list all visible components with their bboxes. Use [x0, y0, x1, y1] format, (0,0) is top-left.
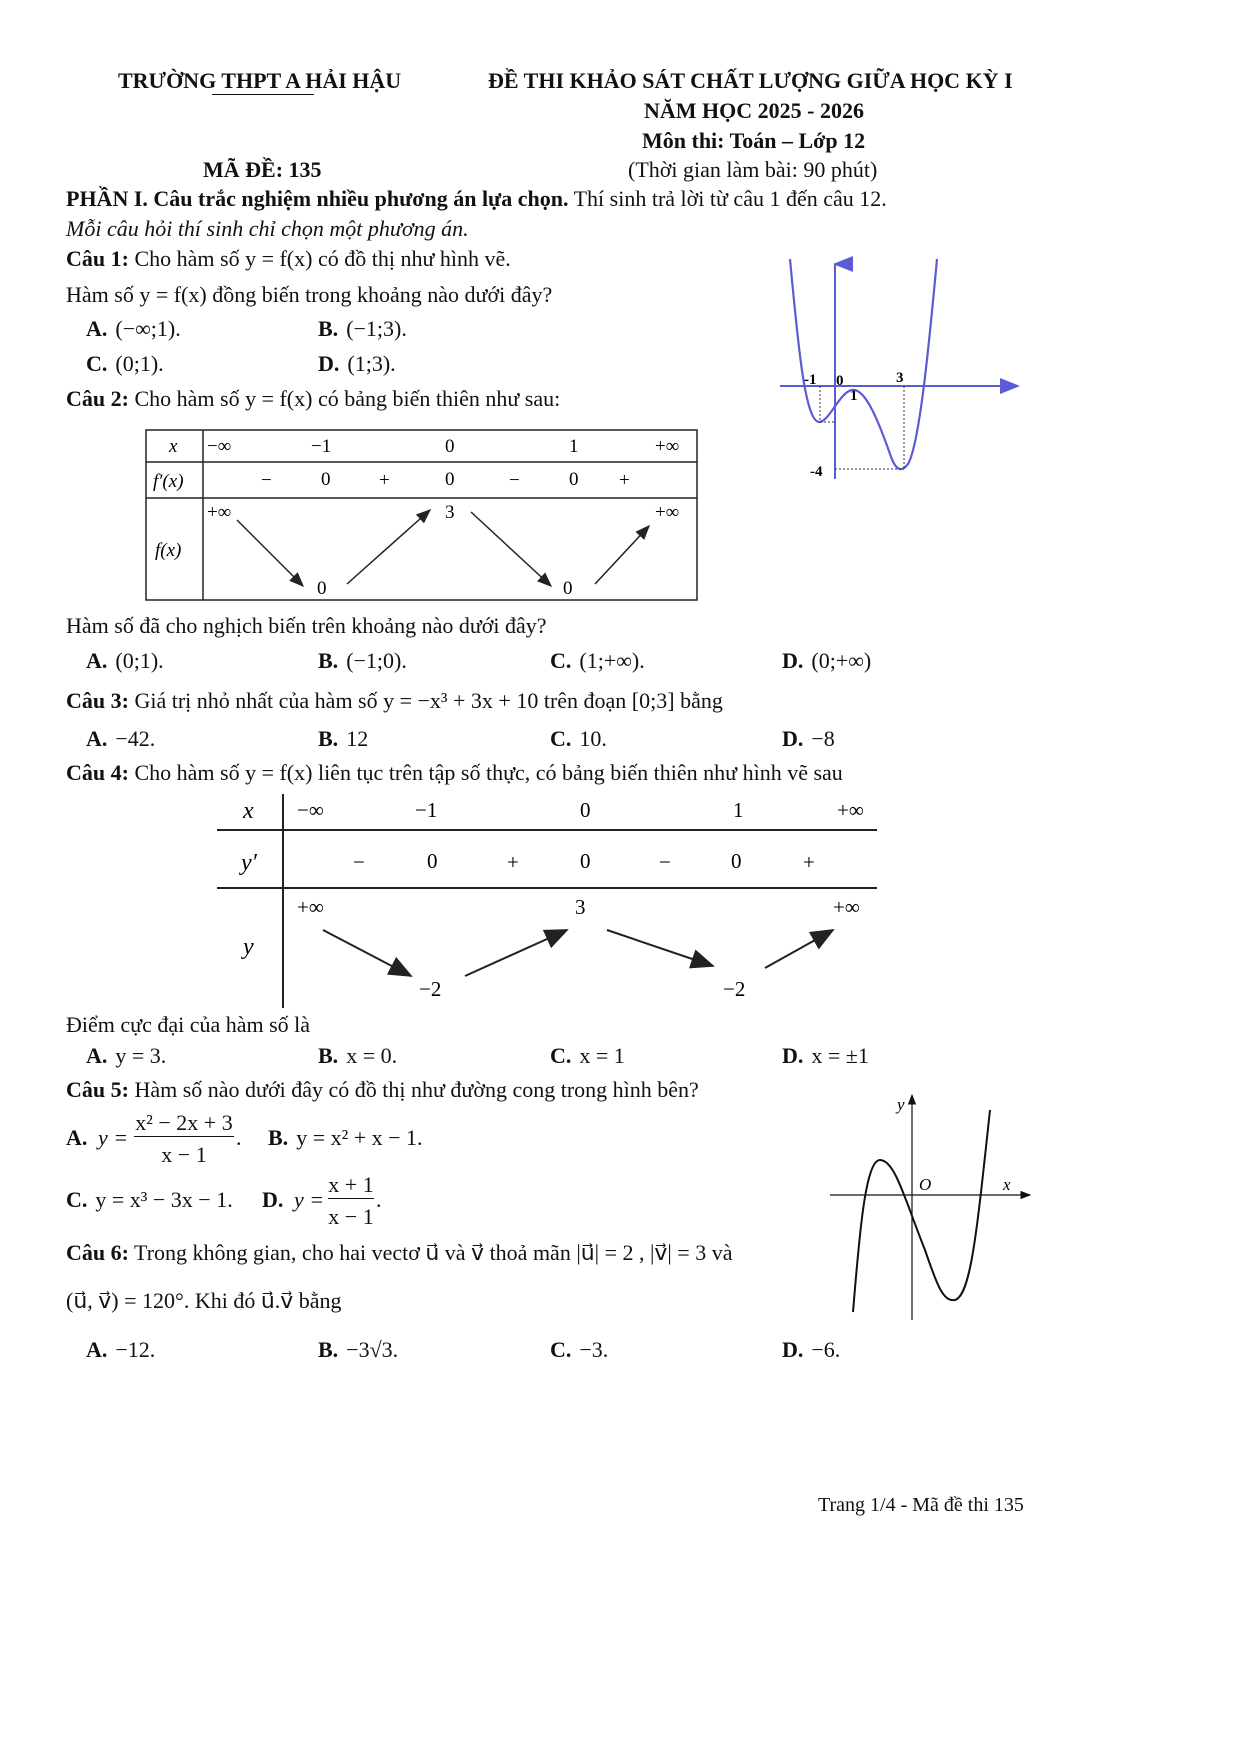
q2-option-a[interactable]: A. (0;1). [86, 648, 164, 673]
q4-yp-label: y′ [241, 850, 257, 876]
q4-x-0: 0 [580, 798, 591, 822]
q5-option-a-y: y = [98, 1125, 129, 1150]
q2-x-neg-inf: −∞ [207, 436, 232, 457]
q6-option-a-text: −12. [115, 1337, 156, 1362]
q2-arrow-down-1 [237, 520, 303, 586]
q2-x-0: 0 [445, 436, 455, 457]
q4-yp-1: − [353, 850, 365, 874]
q4-label: Câu 4: [66, 760, 129, 785]
q3-option-a[interactable]: A. −42. [86, 726, 156, 751]
q5-option-d-den: x − 1 [328, 1204, 374, 1229]
q2-fp-2: 0 [321, 469, 331, 490]
q2-f-max: 3 [445, 502, 455, 523]
q2-f-min1: 0 [317, 578, 327, 599]
q1-curve [790, 259, 937, 469]
q1-function-graph [780, 254, 1030, 484]
q1-option-b-text: (−1;3). [346, 316, 407, 341]
q5-text: Hàm số nào dưới đây có đồ thị như đường cong trong hình bên? [128, 1077, 699, 1102]
q2-fp-4: 0 [445, 469, 455, 490]
q2-f-pos-inf-right: +∞ [655, 502, 680, 523]
q1-label-3: 3 [896, 370, 904, 386]
q5-option-d-dot: . [376, 1187, 382, 1212]
q5-option-b-text: y = x² + x − 1. [296, 1125, 423, 1150]
q2-x-pos-inf: +∞ [655, 436, 680, 457]
q4-x-label: x [243, 798, 254, 824]
q5-label: Câu 5: [66, 1077, 129, 1102]
q1-label-m4: -4 [810, 464, 823, 480]
q2-option-c[interactable]: C. (1;+∞). [550, 648, 645, 673]
q3-text: Giá trị nhỏ nhất của hàm số y = −x³ + 3x + 10 trên đoạn [0;3] bằng [128, 688, 723, 713]
q2-label: Câu 2: [66, 386, 129, 411]
q2-arrow-down-2 [471, 512, 551, 586]
q4-x-pos-inf: +∞ [837, 798, 864, 822]
q1-option-b[interactable]: B. (−1;3). [318, 316, 407, 341]
q2-fp-5: − [509, 470, 520, 491]
q5-function-graph [825, 1090, 1035, 1325]
q5-option-a-num: x² − 2x + 3 [135, 1110, 233, 1135]
q5-option-b[interactable]: B. y = x² + x − 1. [268, 1125, 423, 1150]
q3-label: Câu 3: [66, 688, 129, 713]
q4-option-a[interactable]: A. y = 3. [86, 1043, 167, 1068]
q4-y-min1: −2 [419, 977, 442, 1001]
q2-option-b-text: (−1;0). [346, 648, 407, 673]
q4-yp-4: 0 [580, 849, 591, 873]
q4-y-pos-inf-right: +∞ [833, 895, 860, 919]
q4-option-c[interactable]: C. x = 1 [550, 1043, 625, 1068]
q5-option-d-y: y = [294, 1187, 325, 1212]
q4-arrow-down-2 [607, 930, 713, 966]
q6-text: Trong không gian, cho hai vectơ u⃗ và v⃗ thoả mãn |u⃗| = 2 , |v⃗| = 3 và [128, 1240, 733, 1265]
school-underline [212, 94, 314, 95]
q5-option-c-text: y = x³ − 3x − 1. [95, 1187, 233, 1212]
part1-title: PHẦN I. Câu trắc nghiệm nhiều phương án lựa chọn. [66, 186, 569, 211]
q5-x-label: x [1003, 1175, 1011, 1194]
q5-option-d-num: x + 1 [328, 1172, 374, 1197]
q4-text: Cho hàm số y = f(x) liên tục trên tập số thực, có bảng biến thiên như hình vẽ sau [128, 760, 843, 785]
page-footer: Trang 1/4 - Mã đề thi 135 [818, 1494, 1024, 1516]
q4-yp-6: 0 [731, 849, 742, 873]
q4-y-max: 3 [575, 895, 586, 919]
q4-yp-7: + [803, 850, 815, 874]
q4-arrow-up-2 [765, 930, 833, 968]
q6-option-d-text: −6. [811, 1337, 841, 1362]
part1-heading [66, 186, 887, 212]
q2-arrow-up-1 [347, 510, 430, 584]
q2-option-c-text: (1;+∞). [579, 648, 645, 673]
q3-stem [66, 688, 723, 714]
exam-title: ĐỀ THI KHẢO SÁT CHẤT LƯỢNG GIỮA HỌC KỲ I [488, 68, 1013, 93]
q6-option-c-text: −3. [579, 1337, 609, 1362]
q2-option-d-text: (0;+∞) [811, 648, 872, 673]
q4-option-b-text: x = 0. [346, 1043, 398, 1068]
q2-x-label: x [169, 436, 178, 457]
q4-arrow-up-1 [465, 930, 567, 976]
q5-option-c[interactable]: C. y = x³ − 3x − 1. [66, 1187, 233, 1212]
q2-option-d[interactable]: D. (0;+∞) [782, 648, 872, 673]
q3-option-b[interactable]: B. 12 [318, 726, 369, 751]
q5-y-label: y [897, 1095, 905, 1114]
q1-label-o: 0 [836, 373, 844, 389]
part1-note: Mỗi câu hỏi thí sinh chỉ chọn một phương án. [66, 216, 469, 241]
q4-yp-2: 0 [427, 849, 438, 873]
q4-variation-table [215, 790, 880, 1010]
q1-option-a[interactable]: A. (−∞;1). [86, 316, 181, 341]
q4-x-1: 1 [733, 798, 744, 822]
q4-y-label: y [243, 934, 254, 960]
q2-variation-table [145, 428, 700, 603]
q1-text: Cho hàm số y = f(x) có đồ thị như hình vẽ. [128, 246, 511, 271]
q2-fp-7: + [619, 470, 630, 491]
q3-option-c-text: 10. [579, 726, 607, 751]
exam-code: MÃ ĐỀ: 135 [203, 157, 322, 182]
q2-text: Cho hàm số y = f(x) có bảng biến thiên như sau: [128, 386, 561, 411]
q2-f-min2: 0 [563, 578, 573, 599]
q4-option-b[interactable]: B. x = 0. [318, 1043, 398, 1068]
q2-x-m1: −1 [311, 436, 332, 457]
q6-option-a[interactable]: A. −12. [86, 1337, 156, 1362]
q4-yp-3: + [507, 850, 519, 874]
exam-year: NĂM HỌC 2025 - 2026 [644, 98, 864, 123]
q4-y-pos-inf-left: +∞ [297, 895, 324, 919]
q1-option-d[interactable]: D. (1;3). [318, 351, 396, 376]
q1-label-1: 1 [850, 388, 858, 404]
q5-option-a-den: x − 1 [161, 1142, 207, 1167]
q2-fp-6: 0 [569, 469, 579, 490]
q4-option-c-text: x = 1 [579, 1043, 625, 1068]
q1-stem [66, 246, 511, 272]
q2-fp-3: + [379, 470, 390, 491]
q2-question: Hàm số đã cho nghịch biến trên khoảng nào dưới đây? [66, 613, 547, 638]
q1-option-d-text: (1;3). [347, 351, 396, 376]
q4-y-min2: −2 [723, 977, 746, 1001]
q3-option-c[interactable]: C. 10. [550, 726, 607, 751]
q6-stem [66, 1240, 732, 1266]
q4-option-d-text: x = ±1 [811, 1043, 869, 1068]
q1-label-m1: -1 [804, 372, 817, 388]
q4-question: Điểm cực đại của hàm số là [66, 1012, 311, 1037]
q1-option-c-text: (0;1). [115, 351, 164, 376]
q2-option-b[interactable]: B. (−1;0). [318, 648, 407, 673]
q6-option-d[interactable]: D. −6. [782, 1337, 841, 1362]
q5-option-a-dot: . [236, 1125, 242, 1150]
q2-f-label: f(x) [155, 540, 182, 561]
q2-fp-1: − [261, 470, 272, 491]
q1-question: Hàm số y = f(x) đồng biến trong khoảng nào dưới đây? [66, 282, 553, 307]
q3-option-a-text: −42. [115, 726, 156, 751]
q2-x-1: 1 [569, 436, 579, 457]
q4-stem [66, 760, 843, 786]
q4-x-m1: −1 [415, 798, 438, 822]
q2-arrow-up-2 [595, 526, 649, 584]
q1-label: Câu 1: [66, 246, 129, 271]
school-name: TRƯỜNG THPT A HẢI HẬU [118, 68, 402, 93]
q4-option-a-text: y = 3. [115, 1043, 167, 1068]
part1-desc: Thí sinh trả lời từ câu 1 đến câu 12. [568, 186, 887, 211]
q2-fp-label: f′(x) [153, 471, 184, 492]
q6-option-b[interactable]: B. −3√3. [318, 1337, 399, 1362]
q6-label: Câu 6: [66, 1240, 129, 1265]
q4-arrow-down-1 [323, 930, 411, 976]
q1-option-c[interactable]: C. (0;1). [86, 351, 164, 376]
q6-option-c[interactable]: C. −3. [550, 1337, 609, 1362]
q5-stem [66, 1077, 699, 1103]
q4-yp-5: − [659, 850, 671, 874]
q3-option-d-text: −8 [811, 726, 835, 751]
q2-f-pos-inf-left: +∞ [207, 502, 232, 523]
q2-stem [66, 386, 560, 412]
exam-time: (Thời gian làm bài: 90 phút) [628, 157, 878, 182]
q3-option-d[interactable]: D. −8 [782, 726, 835, 751]
q5-curve [853, 1110, 990, 1312]
q3-option-b-text: 12 [346, 726, 369, 751]
q6-question: (u⃗, v⃗) = 120°. Khi đó u⃗.v⃗ bằng [66, 1288, 342, 1313]
q5-origin-label: O [919, 1175, 932, 1194]
q1-option-a-text: (−∞;1). [115, 316, 181, 341]
q4-x-neg-inf: −∞ [297, 798, 324, 822]
q2-option-a-text: (0;1). [115, 648, 164, 673]
exam-subject: Môn thi: Toán – Lớp 12 [642, 128, 866, 153]
q4-option-d[interactable]: D. x = ±1 [782, 1043, 869, 1068]
q6-option-b-text: −3√3. [346, 1337, 399, 1362]
